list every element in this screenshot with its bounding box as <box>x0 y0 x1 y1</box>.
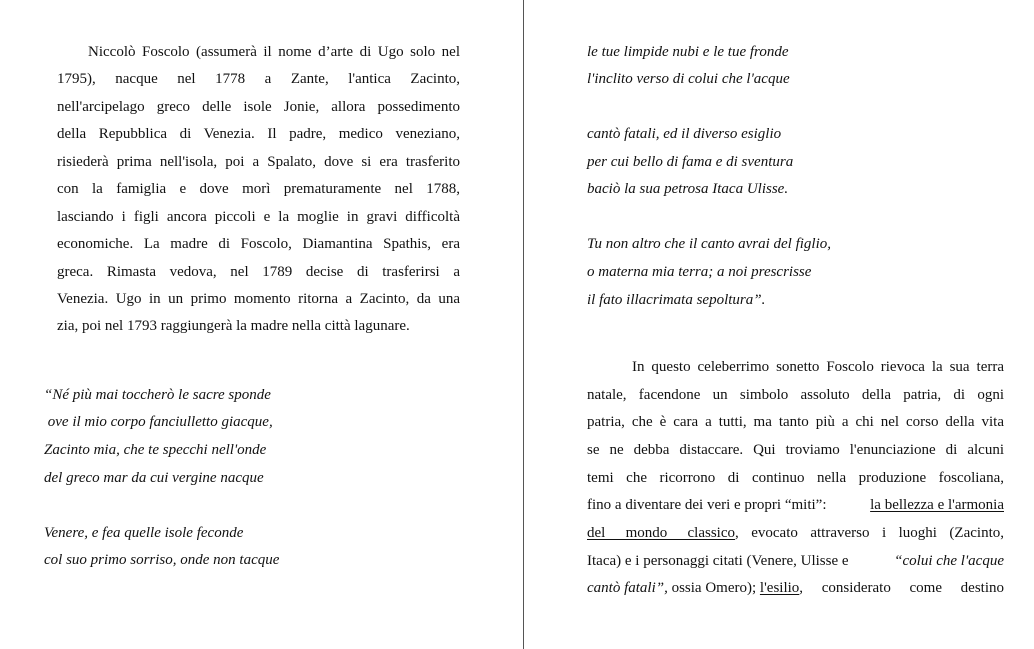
underlined-phrase: del mondo classico <box>587 525 735 541</box>
text-line: lasciando i figli ancora piccoli e la moglie in gravi difficoltà <box>57 209 460 225</box>
text-span: , evocato attraverso i luoghi (Zacinto, <box>735 525 1004 541</box>
text-line <box>587 579 1004 597</box>
italic-quote: “colui che l'acque <box>894 553 1004 569</box>
text-line: Venezia. Ugo in un primo momento ritorna a Zacinto, da una <box>57 291 460 307</box>
page-divider <box>523 0 524 649</box>
poem-line: “Né più mai toccherò le sacre sponde <box>44 387 271 403</box>
text-line: natale, facendone un simbolo assoluto della patria, di ogni <box>587 387 1004 403</box>
text-span: Itaca) e i personaggi citati (Venere, Ulisse e <box>587 553 853 569</box>
text-line: In questo celeberrimo sonetto Foscolo rievoca la sua terra <box>632 359 1004 375</box>
text-line: economiche. La madre di Foscolo, Diamantina Spathis, era <box>57 236 460 252</box>
text-line <box>587 496 1004 514</box>
poem-line: del greco mar da cui vergine nacque <box>44 470 264 486</box>
poem-line: cantò fatali, ed il diverso esiglio <box>587 126 782 142</box>
text-line: Niccolò Foscolo (assumerà il nome d’arte di Ugo solo nel <box>88 44 460 60</box>
text-span: , considerato come destino <box>799 580 1004 596</box>
underlined-phrase: l'esilio <box>759 580 800 596</box>
text-line: della Repubblica di Venezia. Il padre, medico veneziano, <box>57 126 460 142</box>
poem-line: Zacinto mia, che te specchi nell'onde <box>44 442 267 458</box>
poem-line: col suo primo sorriso, onde non tacque <box>44 552 280 568</box>
text-span: fino a diventare dei veri e propri “miti”: <box>587 497 831 513</box>
poem-line: Venere, e fea quelle isole feconde <box>44 525 244 541</box>
text-line: greca. Rimasta vedova, nel 1789 decise di trasferirsi a <box>57 264 460 280</box>
poem-line: baciò la sua petrosa Itaca Ulisse. <box>587 181 789 197</box>
italic-quote: cantò fatali”, <box>587 580 668 596</box>
text-line: se ne debba distaccare. Qui troviamo l'enunciazione di alcuni <box>587 442 1004 458</box>
text-line: 1795), nacque nel 1778 a Zante, l'antica Zacinto, <box>57 71 460 87</box>
text-line: con la famiglia e dove morì prematuramente nel 1788, <box>57 181 460 197</box>
text-line: nell'arcipelago greco delle isole Jonie, allora possedimento <box>57 99 460 115</box>
underlined-phrase: la bellezza e l'armonia <box>870 497 1004 513</box>
text-line <box>587 524 1004 542</box>
poem-line: per cui bello di fama e di sventura <box>587 154 794 170</box>
text-line: temi che ricorrono di continuo nella produzione foscoliana, <box>587 470 1004 486</box>
text-line: risiederà prima nell'isola, poi a Spalato, dove si era trasferito <box>57 154 460 170</box>
text-span: ossia Omero); <box>667 580 760 596</box>
poem-line: Tu non altro che il canto avrai del figlio, <box>587 236 832 252</box>
poem-line: le tue limpide nubi e le tue fronde <box>587 44 789 60</box>
text-line: patria, che è cara a tutti, ma tanto più a chi nel corso della vita <box>587 414 1004 430</box>
poem-line: ove il mio corpo fanciulletto giacque, <box>44 414 273 430</box>
text-line: zia, poi nel 1793 raggiungerà la madre nella città lagunare. <box>57 318 410 334</box>
poem-line: o materna mia terra; a noi prescrisse <box>587 264 812 280</box>
poem-line: l'inclito verso di colui che l'acque <box>587 71 790 87</box>
poem-line: il fato illacrimata sepoltura”. <box>587 292 766 308</box>
text-line <box>587 552 1004 570</box>
